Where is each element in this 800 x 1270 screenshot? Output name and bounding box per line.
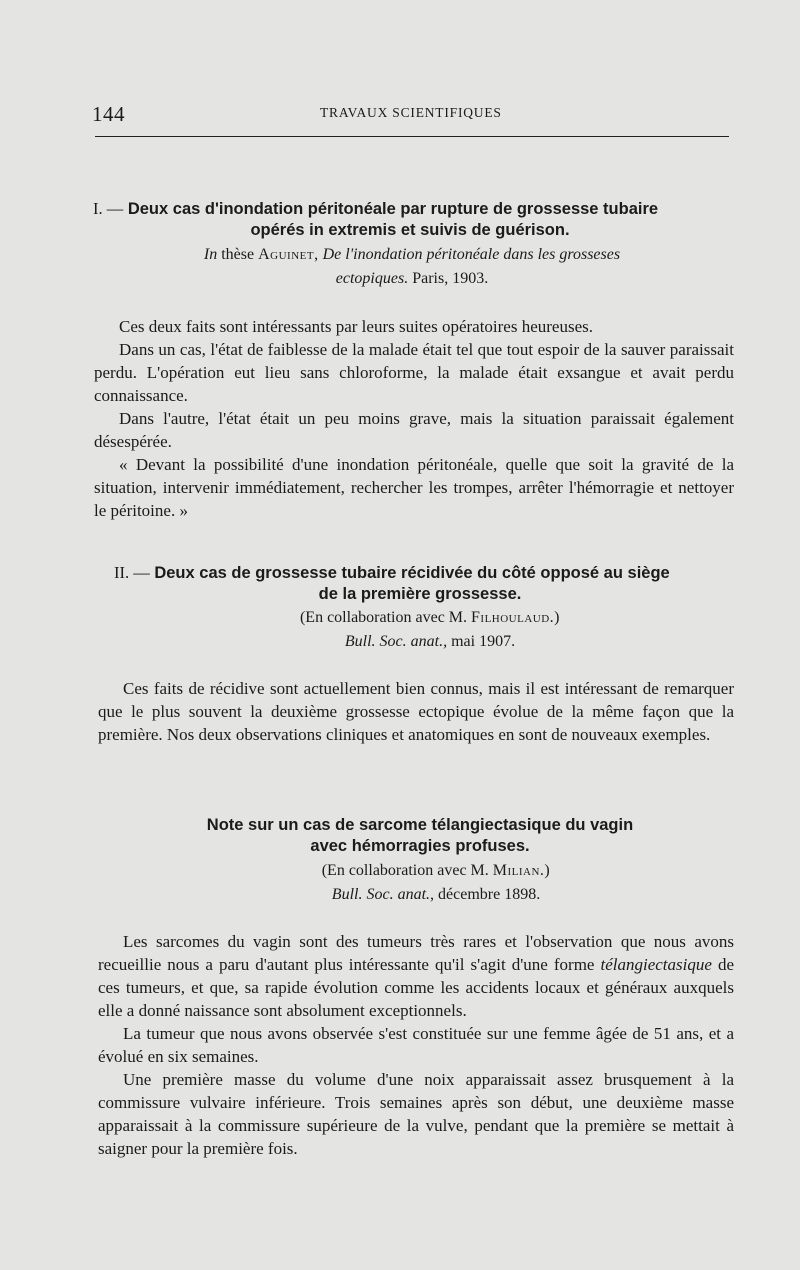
section-2-body bbox=[98, 677, 734, 746]
section-1-body bbox=[94, 315, 734, 522]
paragraph: Dans un cas, l'état de faiblesse de la malade était tel que tout espoir de la sauver paraissait perdu. L'opération eut lieu sans chloroforme, la malade était exsangue et avait perdu connaissance. bbox=[94, 340, 734, 405]
section-1-heading bbox=[0, 198, 800, 241]
section-2-title-line2: de la première grossesse. bbox=[318, 585, 522, 603]
paragraph: Dans l'autre, l'état était un peu moins grave, mais la situation paraissait également désespérée. bbox=[94, 409, 734, 451]
header-rule bbox=[95, 136, 729, 137]
paragraph: Ces deux faits sont intéressants par leurs suites opératoires heureuses. bbox=[119, 317, 593, 336]
running-header bbox=[92, 100, 724, 130]
section-2-heading bbox=[0, 562, 800, 605]
section-1-title-line2: opérés in extremis et suivis de guérison. bbox=[250, 221, 570, 239]
section-1-title-line1: I. — Deux cas d'inondation péritonéale par rupture de grossesse tubaire bbox=[93, 199, 659, 218]
section-3-source: (En collaboration avec M. Milian.) Bull. Soc. anat., décembre 1898. bbox=[321, 862, 551, 903]
running-title: TRAVAUX SCIENTIFIQUES bbox=[320, 105, 502, 120]
paragraph: « Devant la possibilité d'une inondation péritonéale, quelle que soit la gravité de la situation, intervenir immédiatement, rechercher les trompes, arrêter l'hémorragie et nettoyer le péritoine. » bbox=[94, 455, 734, 520]
section-1-source: In thèse Aguinet, De l'inondation péritonéale dans les grosseses ectopiques. Paris, 1903. bbox=[203, 246, 621, 287]
section-3-body bbox=[98, 930, 734, 1160]
paragraph: Une première masse du volume d'une noix apparaissait assez brusquement à la commissure vulvaire inférieure. Trois semaines après son début, une deuxième masse apparaissait à la commissure supérieure de la vulve, pendant que la première se mettait à saigner pour la première fois. bbox=[98, 1070, 734, 1158]
paragraph: Ces faits de récidive sont actuellement bien connus, mais il est intéressant de remarquer que le plus souvent la deuxième grossesse ectopique évolue de la même façon que la première. Nos deux observations cliniques et anatomiques en sont de nouveaux exemples. bbox=[98, 679, 734, 744]
section-3-title-line2: avec hémorragies profuses. bbox=[310, 837, 530, 855]
page-number: 144 bbox=[92, 102, 125, 126]
section-3-heading bbox=[0, 815, 800, 857]
section-2-source: (En collaboration avec M. Filhoulaud.) Bull. Soc. anat., mai 1907. bbox=[299, 609, 561, 650]
paragraph: Les sarcomes du vagin sont des tumeurs très rares et l'observation que nous avons recueillie nous a paru d'autant plus intéressante qu'il s'agit d'une forme télangiectasique de ces tumeurs, et que, sa rapide évolution comme les accidents locaux et généraux auxquels elle a donné naissance sont absolument exceptionnels. bbox=[98, 932, 734, 1020]
paragraph: La tumeur que nous avons observée s'est constituée sur une femme âgée de 51 ans, et a évolué en six semaines. bbox=[98, 1024, 734, 1066]
section-3-title-line1: Note sur un cas de sarcome télangiectasique du vagin bbox=[206, 816, 634, 834]
section-2-title-line1: II. — Deux cas de grossesse tubaire récidivée du côté opposé au siège bbox=[114, 563, 670, 582]
